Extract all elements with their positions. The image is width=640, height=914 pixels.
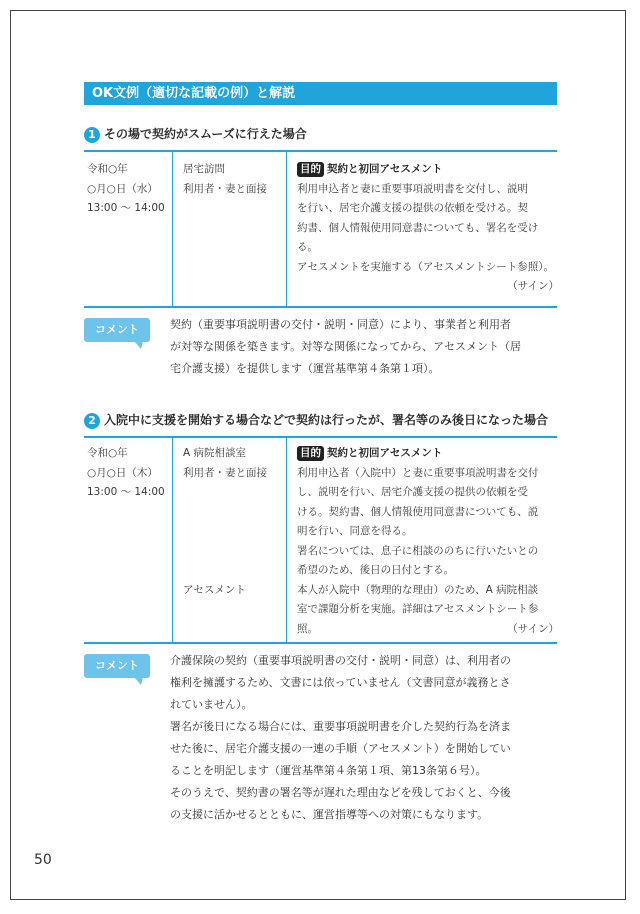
- section1-memo-heading: [297, 160, 559, 180]
- section2-date-cell: [87, 444, 171, 503]
- section1-bottom-rule: [84, 306, 557, 308]
- section2-number-badge: 2: [84, 413, 100, 429]
- section2-memo-line: 室で課題分析を実施。詳細はアセスメントシート参: [297, 603, 539, 615]
- section1-memo-line: を行い、居宅介護支援の提供の依頼を受ける。契: [297, 202, 528, 214]
- section1-signature: （サイン）: [507, 280, 559, 292]
- section1-memo-cell: [297, 160, 559, 297]
- section2-comment-text: [170, 650, 560, 826]
- section2-memo-line: 署名については、息子に相談ののちに行いたいとの: [297, 544, 539, 557]
- section2-memo-last-row: [297, 620, 559, 640]
- section2-heading: [84, 410, 564, 430]
- section2-assessment-label: アセスメント: [183, 584, 246, 596]
- section2-comment-line: そのうえで、契約書の署名等が遅れた理由などを残しておくと、今後: [170, 786, 511, 799]
- section2-comment-line: 権利を擁護するため、文書には依っていません（文書同意が義務とさ: [170, 676, 511, 689]
- section2-assessment-cell: [183, 581, 283, 601]
- section2-divider-1: [172, 438, 173, 642]
- section1-comment-line: 契約（重要事項説明書の交付・説明・同意）により、事業者と利用者: [170, 318, 511, 331]
- section2-date-line: ○月○日（木）: [87, 466, 158, 479]
- section2-memo-title: 契約と初回アセスメント: [327, 447, 443, 459]
- section1-date-cell: [87, 160, 171, 219]
- section2-comment-line: 介護保険の契約（重要事項説明書の交付・説明・同意）は、利用者の: [170, 654, 511, 667]
- section1-heading: [84, 124, 564, 144]
- section1-divider-2: [286, 152, 287, 306]
- section2-comment-tag: コメント: [84, 654, 150, 678]
- section1-date-line: ○月○日（水）: [87, 182, 158, 195]
- section2-comment-line: 署名が後日になる場合には、重要事項説明書を介した契約行為を済ま: [170, 720, 511, 733]
- section2-memo-line: 希望のため、後日の日付とする。: [297, 564, 455, 576]
- section2-place-line: A 病院相談室: [183, 447, 247, 459]
- section2-memo-cell: [297, 444, 559, 639]
- section2-memo-line: 本人が入院中（物理的な理由）のため、A 病院相談: [297, 583, 539, 596]
- section1-comment-line: が対等な関係を築きます。対等な関係になってから、アセスメント（居: [170, 340, 522, 353]
- section2-memo-heading: [297, 444, 559, 464]
- section1-memo-line: る。: [297, 241, 318, 253]
- section2-comment-line: ることを明記します（運営基準第４条第１項、第13条第６号）。: [170, 764, 487, 777]
- section2-bottom-rule: [84, 642, 557, 644]
- section1-time-line: 13:00 ～ 14:00: [87, 202, 165, 214]
- section2-purpose-badge: 目的: [297, 446, 324, 461]
- section1-place-cell: [183, 160, 283, 199]
- section1-purpose-badge: 目的: [297, 162, 324, 177]
- section1-place-line: 利用者・妻と面接: [183, 182, 267, 195]
- section1-memo-line: アセスメントを実施する（アセスメントシート参照）。: [297, 260, 555, 273]
- section2-time-line: 13:00 ～ 14:00: [87, 486, 165, 498]
- section2-memo-line: 明を行い、同意を得る。: [297, 525, 413, 537]
- section1-number-badge: 1: [84, 127, 100, 143]
- section2-memo-line: し、説明を行い、居宅介護支援の提供の依頼を受: [297, 486, 528, 498]
- section1-memo-title: 契約と初回アセスメント: [327, 163, 443, 175]
- section2-place-line: 利用者・妻と面接: [183, 466, 267, 479]
- section1-divider-1: [172, 152, 173, 306]
- section2-comment-line: の支援に活かせるとともに、運営指導等への対策にもなります。: [170, 808, 489, 821]
- page-number: 50: [34, 852, 52, 868]
- section2-comment-line: れていません）。: [170, 698, 253, 711]
- page-banner-title: OK文例（適切な記載の例）と解説: [84, 82, 557, 105]
- section1-comment-line: 宅介護支援）を提供します（運営基準第４条第１項）。: [170, 362, 440, 375]
- section1-comment-text: [170, 314, 560, 380]
- section2-divider-2: [286, 438, 287, 642]
- section1-memo-line: 利用申込者と妻に重要事項説明書を交付し、説明: [297, 182, 528, 195]
- section1-date-line: 令和○年: [87, 163, 128, 175]
- section1-heading-text: その場で契約がスムーズに行えた場合: [104, 127, 307, 141]
- section1-top-rule: [84, 150, 557, 152]
- section1-place-line: 居宅訪問: [183, 163, 225, 175]
- section2-signature: （サイン）: [507, 622, 559, 635]
- section1-memo-line: 約書、個人情報使用同意書についても、署名を受け: [297, 221, 539, 234]
- section2-top-rule: [84, 436, 557, 438]
- section1-comment-tag: コメント: [84, 318, 150, 342]
- section2-memo-line: ける。契約書、個人情報使用同意書についても、説: [297, 505, 539, 518]
- section2-place-cell: [183, 444, 283, 483]
- section2-heading-text: 入院中に支援を開始する場合などで契約は行ったが、署名等のみ後日になった場合: [104, 413, 549, 427]
- section2-memo-line: 照。: [297, 622, 318, 635]
- section2-comment-line: せた後に、居宅介護支援の一連の手順（アセスメント）を開始してい: [170, 742, 511, 755]
- section2-date-line: 令和○年: [87, 447, 128, 459]
- section2-memo-line: 利用申込者（入院中）と妻に重要事項説明書を交付: [297, 466, 539, 479]
